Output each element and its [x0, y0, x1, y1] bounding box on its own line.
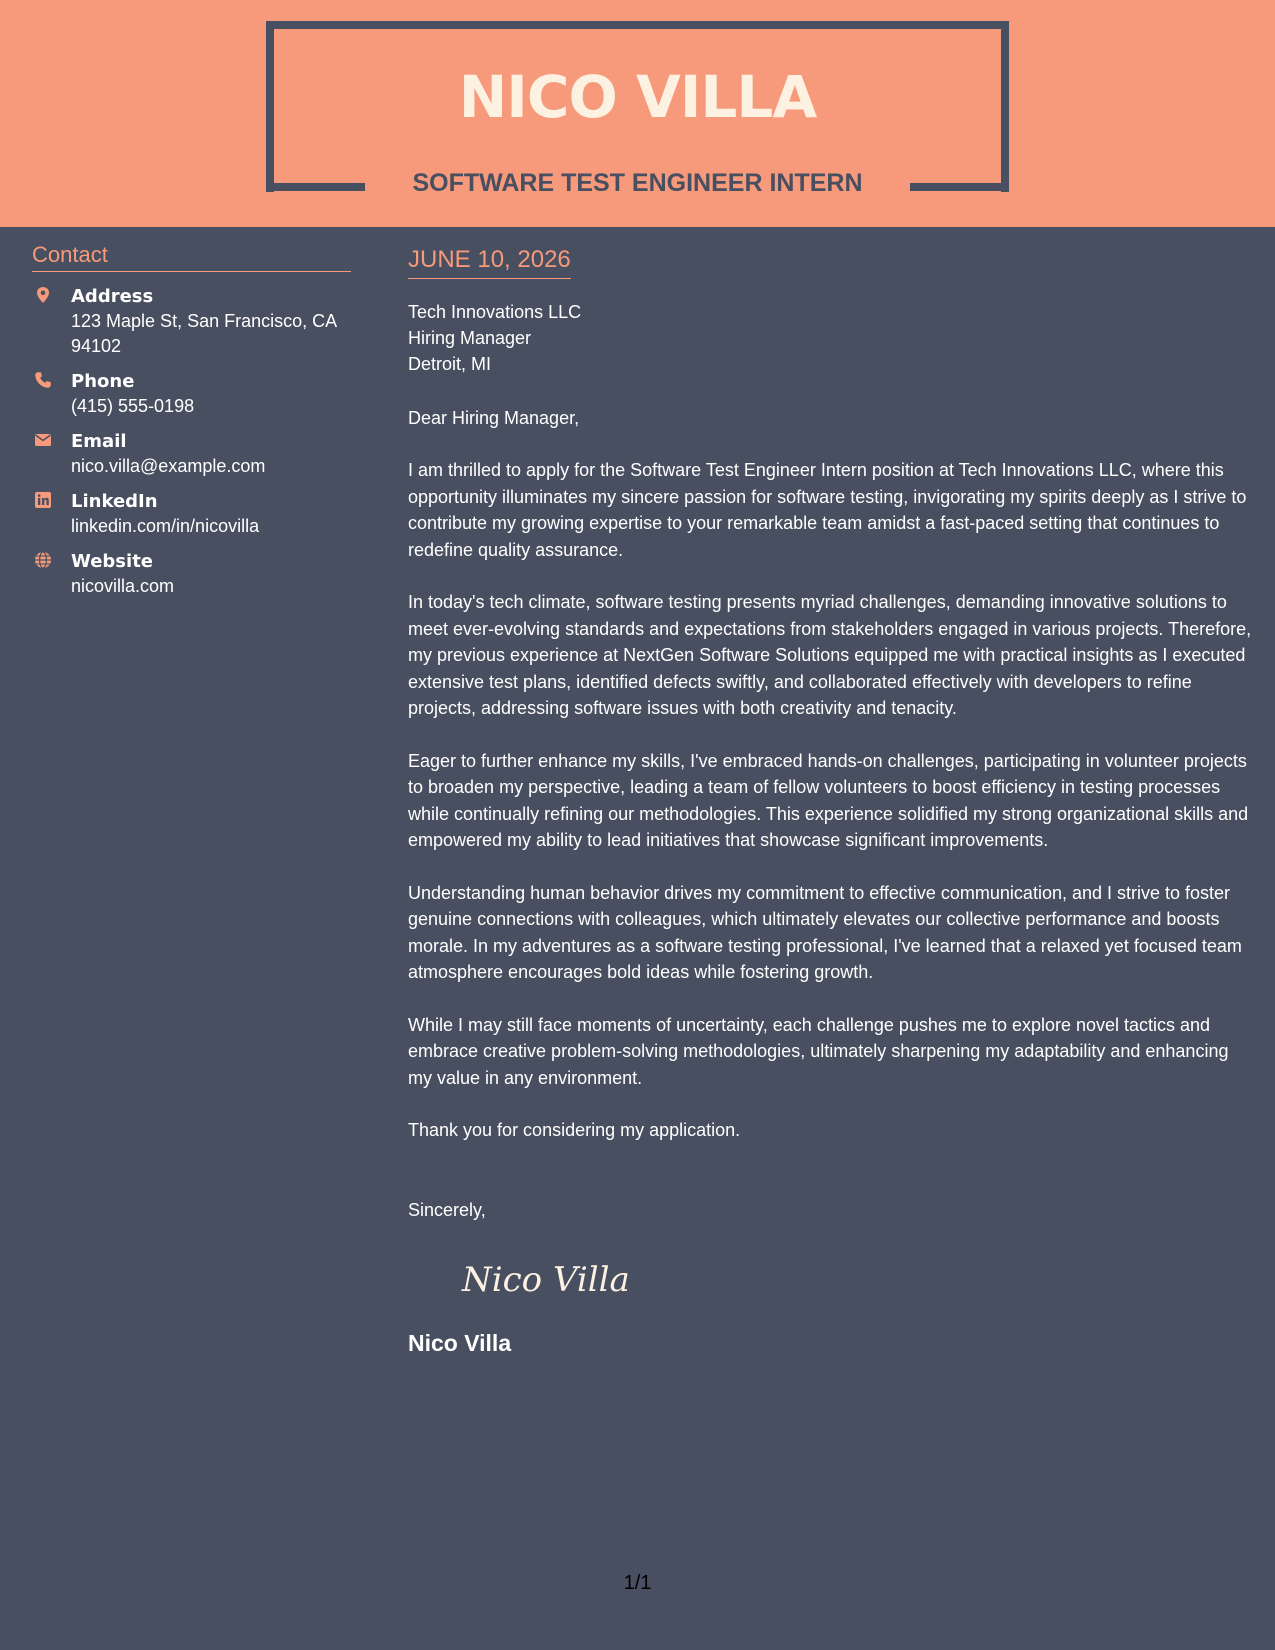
letter-paragraph: Eager to further enhance my skills, I've embraced hands-on challenges, participating in volunteer projects to broaden my perspective, leading a team of fellow volunteers to boost efficiency in testing processes while continually refining our methodologies. This experience solidified my strong organizational skills and empowered my ability to lead initiatives that showcase significant improvements.	[408, 750, 1249, 850]
salutation: Dear Hiring Manager,	[408, 408, 580, 428]
letter-paragraph: Understanding human behavior drives my commitment to effective communication, and I strive to foster genuine connections with colleagues, which ultimately elevates our collective performance and boosts morale. In my adventures as a software testing professional, I've learned that a relaxed yet focused team atmosphere encourages bold ideas while fostering growth.	[408, 882, 1242, 982]
contact-phone	[32, 369, 351, 419]
contact-label: LinkedIn	[71, 491, 158, 512]
website-link[interactable]: nicovilla.com	[71, 576, 175, 596]
linkedin-link[interactable]: linkedin.com/in/nicovilla	[71, 516, 260, 536]
linkedin-icon	[34, 491, 52, 509]
handwritten-signature	[458, 1253, 638, 1305]
signature-script: Nico Villa	[462, 1259, 630, 1300]
contact-linkedin	[32, 489, 351, 539]
letter-paragraph: While I may still face moments of uncertainty, each challenge pushes me to explore novel tactics and embrace creative problem-solving methodologies, ultimately sharpening my adaptability and enhancing my value in any environment.	[408, 1014, 1229, 1088]
recipient-role: Hiring Manager	[408, 328, 532, 348]
envelope-icon	[34, 431, 52, 449]
page-number: 1/1	[623, 1572, 652, 1594]
recipient-company: Tech Innovations LLC	[408, 302, 582, 322]
contact-email	[32, 429, 351, 479]
phone-icon	[34, 371, 52, 389]
letter-paragraph: In today's tech climate, software testing presents myriad challenges, demanding innovative solutions to meet ever-evolving standards and expectations from stakeholders engaged in various projects. Therefore, my previous experience at NextGen Software Solutions equipped me with practical insights as I executed extensive test plans, identified defects swiftly, and collaborated effectively with developers to refine projects, addressing software issues with both creativity and tenacity.	[408, 592, 1252, 718]
letter-paragraph: Thank you for considering my application.	[408, 1120, 741, 1140]
email-link[interactable]: nico.villa@example.com	[71, 456, 266, 476]
letter-paragraph: I am thrilled to apply for the Software Test Engineer Intern position at Tech Innovations LLC, where this opportunity illuminates my sincere passion for software testing, invigorating my spirits deeply as I strive to contribute my growing expertise to your remarkable team amidst a fast-paced setting that continues to redefine quality assurance.	[408, 460, 1247, 560]
recipient-location: Detroit, MI	[408, 354, 492, 374]
contact-value: 123 Maple St, San Francisco, CA 94102	[71, 311, 337, 356]
recipient-block	[408, 299, 1253, 377]
contact-address	[32, 284, 351, 359]
contact-label: Phone	[71, 371, 135, 392]
map-pin-icon	[34, 286, 52, 304]
job-title: SOFTWARE TEST ENGINEER INTERN	[412, 169, 863, 197]
contact-sidebar	[32, 240, 351, 609]
contact-website	[32, 549, 351, 599]
signed-name: Nico Villa	[408, 1329, 512, 1356]
header-banner	[0, 0, 1275, 227]
contact-label: Address	[71, 286, 154, 307]
contact-value: (415) 555-0198	[71, 396, 195, 416]
globe-icon	[34, 551, 52, 569]
contact-label: Website	[71, 551, 154, 572]
letter-date: JUNE 10, 2026	[408, 244, 571, 279]
contact-label: Email	[71, 431, 127, 452]
closing: Sincerely,	[408, 1199, 486, 1220]
contact-heading: Contact	[32, 240, 351, 272]
letter-body	[408, 244, 1253, 1358]
applicant-name: NICO VILLA	[458, 63, 817, 131]
